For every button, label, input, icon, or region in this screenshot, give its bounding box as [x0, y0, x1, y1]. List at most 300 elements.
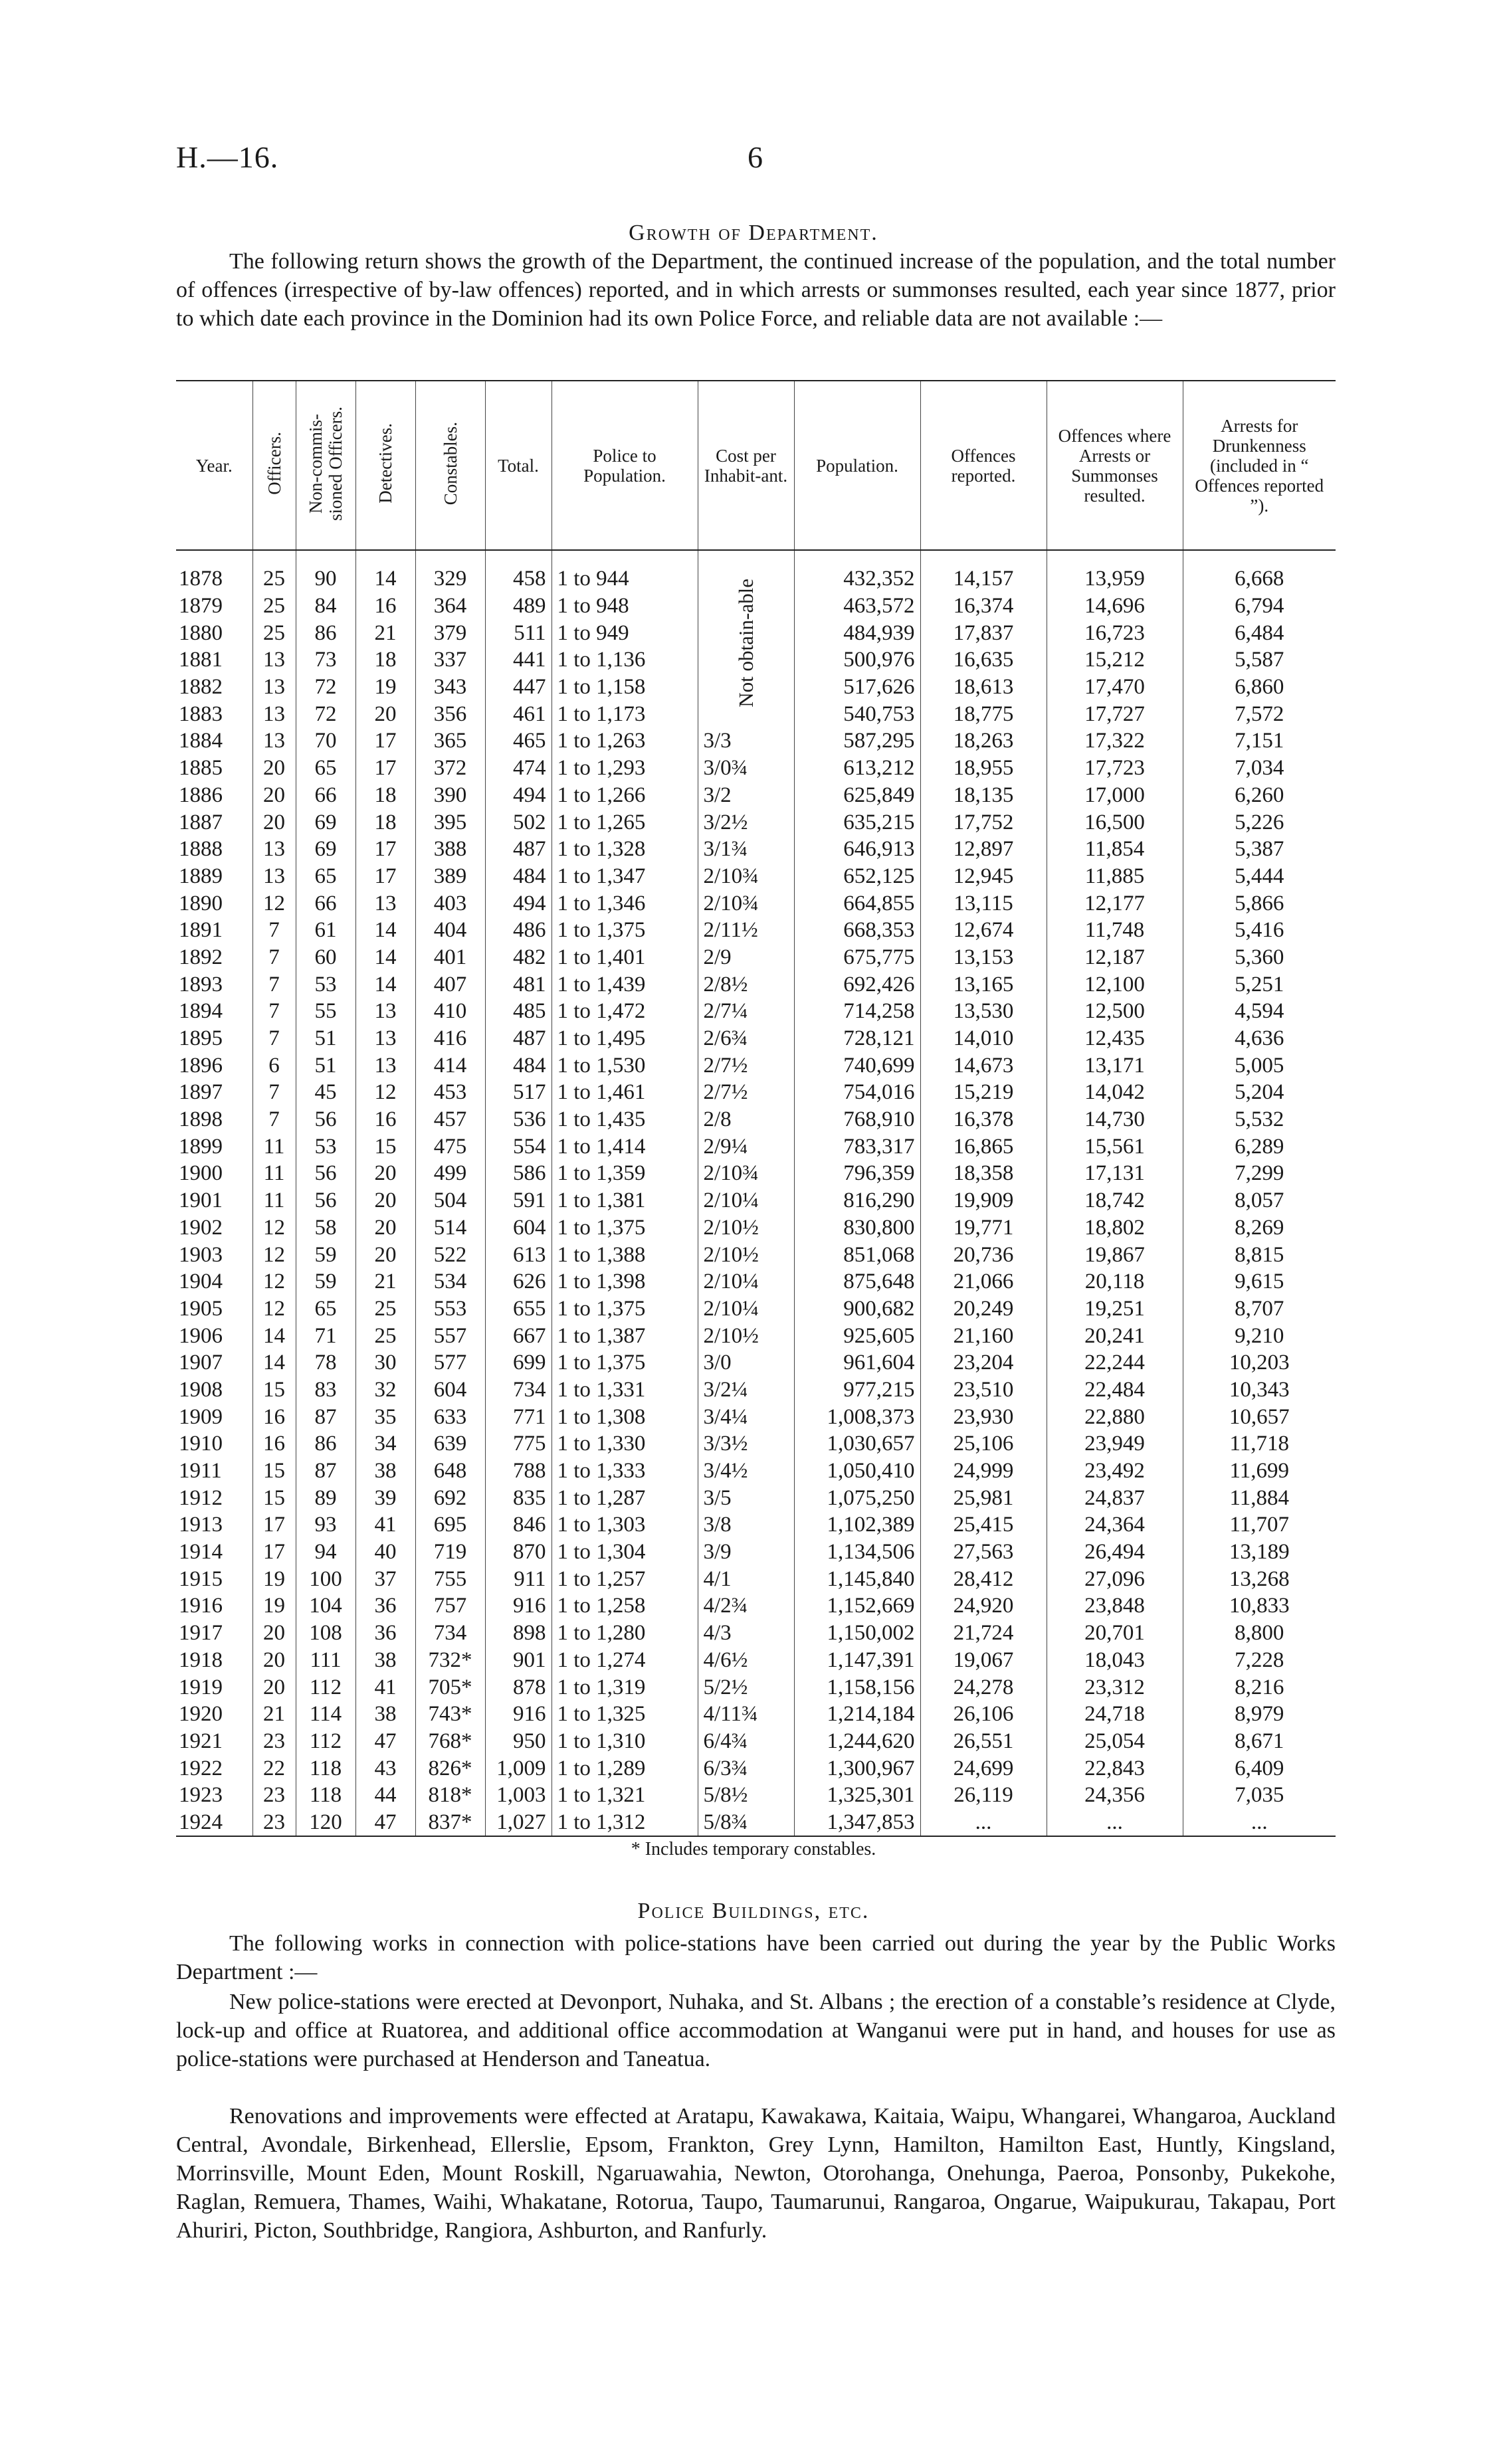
- cell-offences: 18,955: [920, 755, 1047, 782]
- cell-year: 1894: [179, 999, 223, 1024]
- cell-police-to-population: 1 to 1,263: [552, 727, 698, 755]
- cell-nco: 93: [296, 1511, 355, 1539]
- header-offences-reported: Offences reported.: [920, 381, 1047, 550]
- cell-constables: 457: [415, 1106, 485, 1133]
- table-row: [176, 1079, 1336, 1106]
- cell-year: 1897: [179, 1080, 223, 1105]
- cell-year: 1910: [179, 1432, 223, 1456]
- cell-offences: 20,736: [920, 1241, 1047, 1268]
- cell-nco: 112: [296, 1673, 355, 1701]
- cell-offences: 23,930: [920, 1403, 1047, 1430]
- cell-officers: 13: [252, 646, 296, 674]
- cell-year: 1923: [179, 1783, 223, 1808]
- cell-drunkenness: 6,794: [1183, 593, 1336, 620]
- table-row: [176, 1728, 1336, 1755]
- cell-police-to-population: 1 to 1,287: [552, 1484, 698, 1511]
- cell-offences: 16,635: [920, 646, 1047, 674]
- cell-nco: 87: [296, 1403, 355, 1430]
- cell-offences: 17,752: [920, 808, 1047, 836]
- growth-return-table: [176, 380, 1336, 1837]
- cell-year: 1919: [179, 1675, 223, 1699]
- table-row: [176, 890, 1336, 917]
- header-nco-label: Non-commis-sioned Officers.: [306, 406, 346, 521]
- cell-constables: 343: [415, 674, 485, 701]
- table-row: [176, 1620, 1336, 1647]
- cell-constables: 837*: [415, 1809, 485, 1837]
- cell-arrests: 12,177: [1047, 890, 1183, 917]
- cell-arrests: 14,730: [1047, 1106, 1183, 1133]
- cell-year: 1903: [179, 1242, 223, 1267]
- cell-cost: 2/10¼: [698, 1268, 794, 1295]
- cell-nco: 65: [296, 755, 355, 782]
- cell-year: 1907: [179, 1351, 223, 1375]
- cell-total: 878: [485, 1673, 552, 1701]
- cell-nco: 56: [296, 1160, 355, 1187]
- table-row: [176, 1647, 1336, 1674]
- cell-drunkenness: 11,718: [1183, 1430, 1336, 1458]
- cell-year: 1914: [179, 1540, 223, 1564]
- cell-nco: 59: [296, 1241, 355, 1268]
- cell-constables: 401: [415, 944, 485, 971]
- cell-police-to-population: 1 to 1,257: [552, 1565, 698, 1592]
- cell-nco: 86: [296, 619, 355, 646]
- table-row: [176, 1295, 1336, 1323]
- cell-cost: 2/7½: [698, 1079, 794, 1106]
- cell-drunkenness: 8,269: [1183, 1214, 1336, 1242]
- cell-police-to-population: 1 to 1,312: [552, 1809, 698, 1837]
- cell-drunkenness: 8,057: [1183, 1187, 1336, 1214]
- cell-arrests: 16,500: [1047, 808, 1183, 836]
- table-row: [176, 998, 1336, 1025]
- cell-constables: 389: [415, 863, 485, 890]
- cell-drunkenness: 6,668: [1183, 550, 1336, 593]
- cell-arrests: 17,727: [1047, 700, 1183, 727]
- cell-offences: 15,219: [920, 1079, 1047, 1106]
- cell-nco: 66: [296, 890, 355, 917]
- cell-constables: 534: [415, 1268, 485, 1295]
- cell-offences: 14,157: [920, 550, 1047, 593]
- cell-detectives: 14: [355, 917, 415, 944]
- cell-officers: 16: [252, 1430, 296, 1458]
- table-row: [176, 727, 1336, 755]
- cell-population: 830,800: [794, 1214, 920, 1242]
- cell-detectives: 20: [355, 1160, 415, 1187]
- cell-police-to-population: 1 to 1,375: [552, 1295, 698, 1323]
- cell-police-to-population: 1 to 1,439: [552, 971, 698, 998]
- cell-detectives: 18: [355, 646, 415, 674]
- cell-nco: 59: [296, 1268, 355, 1295]
- table-row: [176, 1565, 1336, 1592]
- cell-total: 511: [485, 619, 552, 646]
- cell-population: 613,212: [794, 755, 920, 782]
- table-row: [176, 1673, 1336, 1701]
- cell-population: 961,604: [794, 1349, 920, 1376]
- cell-police-to-population: 1 to 1,331: [552, 1376, 698, 1404]
- cell-nco: 108: [296, 1620, 355, 1647]
- cell-detectives: 15: [355, 1133, 415, 1160]
- cell-arrests: 11,854: [1047, 836, 1183, 863]
- cell-arrests: 12,435: [1047, 1025, 1183, 1052]
- cell-population: 484,939: [794, 619, 920, 646]
- buildings-paragraph-3: Renovations and improvements were effected at Aratapu, Kawakawa, Kaitaia, Waipu, Whangarei, Whangaroa, Auckland Central, Avondale, Birkenhead, Ellerslie, Epsom, Frankton, Grey Lynn, Hamilton, Hamilton East, Huntly, Kingsland, Morrinsville, Mount Eden, Mount Roskill, Ngaruawahia, Newton, Otorohanga, Onehunga, Paeroa, Ponsonby, Pukekohe, Raglan, Remuera, Thames, Waihi, Whakatane, Rotorua, Taupo, Taumarunui, Rangaroa, Ongarue, Waipukurau, Takapau, Port Ahuriri, Picton, Southbridge, Rangiora, Ashburton, and Ranfurly.: [176, 2104, 1336, 2243]
- cell-constables: 553: [415, 1295, 485, 1323]
- cell-nco: 56: [296, 1187, 355, 1214]
- cell-drunkenness: ...: [1183, 1809, 1336, 1837]
- cell-year: 1878: [179, 567, 223, 591]
- cell-detectives: 25: [355, 1322, 415, 1349]
- cell-constables: 329: [415, 550, 485, 593]
- cell-population: 635,215: [794, 808, 920, 836]
- cell-detectives: 37: [355, 1565, 415, 1592]
- cell-detectives: 16: [355, 593, 415, 620]
- cell-offences: 20,249: [920, 1295, 1047, 1323]
- cell-population: 851,068: [794, 1241, 920, 1268]
- cell-constables: 390: [415, 782, 485, 809]
- cell-total: 441: [485, 646, 552, 674]
- cell-constables: 705*: [415, 1673, 485, 1701]
- cell-constables: 743*: [415, 1701, 485, 1728]
- cell-constables: 416: [415, 1025, 485, 1052]
- cell-offences: 21,066: [920, 1268, 1047, 1295]
- cell-cost: 2/7¼: [698, 998, 794, 1025]
- cell-population: 652,125: [794, 863, 920, 890]
- cell-officers: 12: [252, 1268, 296, 1295]
- cell-detectives: 36: [355, 1592, 415, 1620]
- cell-nco: 114: [296, 1701, 355, 1728]
- cell-arrests: 17,470: [1047, 674, 1183, 701]
- cell-total: 604: [485, 1214, 552, 1242]
- cell-police-to-population: 1 to 1,401: [552, 944, 698, 971]
- cell-cost: 2/9: [698, 944, 794, 971]
- cell-nco: 72: [296, 700, 355, 727]
- cell-drunkenness: 5,587: [1183, 646, 1336, 674]
- cell-cost: 3/2½: [698, 808, 794, 836]
- cell-constables: 719: [415, 1539, 485, 1566]
- cell-constables: 757: [415, 1592, 485, 1620]
- header-officers-label: Officers.: [264, 432, 284, 495]
- cell-constables: 365: [415, 727, 485, 755]
- cell-nco: 78: [296, 1349, 355, 1376]
- cell-officers: 23: [252, 1809, 296, 1837]
- cell-detectives: 32: [355, 1376, 415, 1404]
- table-row: [176, 1809, 1336, 1837]
- table-row: [176, 1268, 1336, 1295]
- cell-cost: 4/6½: [698, 1647, 794, 1674]
- cell-arrests: 17,131: [1047, 1160, 1183, 1187]
- cell-drunkenness: 11,699: [1183, 1458, 1336, 1485]
- cell-constables: 407: [415, 971, 485, 998]
- cell-drunkenness: 4,594: [1183, 998, 1336, 1025]
- cell-police-to-population: 1 to 1,265: [552, 808, 698, 836]
- cell-arrests: 22,244: [1047, 1349, 1183, 1376]
- cell-arrests: 13,959: [1047, 550, 1183, 593]
- cell-total: 846: [485, 1511, 552, 1539]
- table-row: [176, 1025, 1336, 1052]
- cell-nco: 69: [296, 836, 355, 863]
- cell-nco: 45: [296, 1079, 355, 1106]
- cell-total: 950: [485, 1728, 552, 1755]
- growth-intro-paragraph: The following return shows the growth of the Department, the continued increase of the population, and the total number of offences (irrespective of by-law offences) reported, and in which arrests or summonses resulted, each year since 1877, prior to which date each province in the Dominion had its own Police Force, and reliable data are not available :—: [176, 249, 1336, 331]
- cell-cost: 2/7½: [698, 1052, 794, 1079]
- cell-officers: 14: [252, 1349, 296, 1376]
- cell-officers: 12: [252, 1295, 296, 1323]
- cell-detectives: 17: [355, 755, 415, 782]
- cell-nco: 90: [296, 550, 355, 593]
- table-row: [176, 808, 1336, 836]
- cell-year: 1900: [179, 1161, 223, 1186]
- cell-cost: 2/8½: [698, 971, 794, 998]
- cell-year: 1904: [179, 1270, 223, 1294]
- cell-population: 1,214,184: [794, 1701, 920, 1728]
- cell-total: 461: [485, 700, 552, 727]
- cell-drunkenness: 10,203: [1183, 1349, 1336, 1376]
- cell-police-to-population: 1 to 1,319: [552, 1673, 698, 1701]
- cell-police-to-population: 1 to 1,359: [552, 1160, 698, 1187]
- cell-total: 1,003: [485, 1782, 552, 1809]
- table-row: [176, 1241, 1336, 1268]
- cell-arrests: 16,723: [1047, 619, 1183, 646]
- cell-detectives: 44: [355, 1782, 415, 1809]
- cell-nco: 111: [296, 1647, 355, 1674]
- cell-arrests: 18,802: [1047, 1214, 1183, 1242]
- cell-constables: 818*: [415, 1782, 485, 1809]
- cell-year: 1880: [179, 620, 223, 645]
- cell-arrests: 20,241: [1047, 1322, 1183, 1349]
- cell-drunkenness: 13,189: [1183, 1539, 1336, 1566]
- cell-nco: 51: [296, 1025, 355, 1052]
- cell-population: 1,008,373: [794, 1403, 920, 1430]
- cell-detectives: 17: [355, 863, 415, 890]
- cell-drunkenness: 7,228: [1183, 1647, 1336, 1674]
- table-row: [176, 1430, 1336, 1458]
- cell-offences: 12,674: [920, 917, 1047, 944]
- cell-year: 1884: [179, 729, 223, 753]
- cell-drunkenness: 5,005: [1183, 1052, 1336, 1079]
- cell-cost: 4/3: [698, 1620, 794, 1647]
- cell-officers: 23: [252, 1782, 296, 1809]
- cell-arrests: 19,251: [1047, 1295, 1183, 1323]
- cell-officers: 7: [252, 917, 296, 944]
- cell-population: 1,150,002: [794, 1620, 920, 1647]
- cell-constables: 475: [415, 1133, 485, 1160]
- cell-drunkenness: 8,671: [1183, 1728, 1336, 1755]
- cell-offences: 18,135: [920, 782, 1047, 809]
- cell-constables: 388: [415, 836, 485, 863]
- cell-year: 1892: [179, 945, 223, 969]
- cell-year: 1885: [179, 756, 223, 781]
- cell-total: 502: [485, 808, 552, 836]
- cell-police-to-population: 1 to 1,293: [552, 755, 698, 782]
- cell-arrests: 23,848: [1047, 1592, 1183, 1620]
- table-row: [176, 1133, 1336, 1160]
- cell-officers: 19: [252, 1592, 296, 1620]
- cell-constables: 577: [415, 1349, 485, 1376]
- header-detectives: [355, 381, 415, 550]
- cell-police-to-population: 1 to 1,173: [552, 700, 698, 727]
- cell-arrests: 23,949: [1047, 1430, 1183, 1458]
- cell-population: 1,147,391: [794, 1647, 920, 1674]
- cell-offences: 27,563: [920, 1539, 1047, 1566]
- cell-detectives: 14: [355, 550, 415, 593]
- cell-arrests: 17,723: [1047, 755, 1183, 782]
- cell-detectives: 17: [355, 836, 415, 863]
- cell-drunkenness: 6,260: [1183, 782, 1336, 809]
- cell-detectives: 38: [355, 1647, 415, 1674]
- cell-cost: 3/3: [698, 727, 794, 755]
- table-row: [176, 782, 1336, 809]
- cell-total: 835: [485, 1484, 552, 1511]
- cell-constables: 734: [415, 1620, 485, 1647]
- cell-cost: 2/10½: [698, 1241, 794, 1268]
- cell-year: 1890: [179, 891, 223, 915]
- cell-total: 898: [485, 1620, 552, 1647]
- header-year: Year.: [176, 381, 252, 550]
- cell-police-to-population: 1 to 1,347: [552, 863, 698, 890]
- cell-total: 1,027: [485, 1809, 552, 1837]
- cell-offences: 19,909: [920, 1187, 1047, 1214]
- cell-drunkenness: 5,226: [1183, 808, 1336, 836]
- cell-population: 1,075,250: [794, 1484, 920, 1511]
- cell-year: 1898: [179, 1107, 223, 1132]
- cell-detectives: 13: [355, 1025, 415, 1052]
- cell-cost: 5/8½: [698, 1782, 794, 1809]
- cell-year: 1899: [179, 1134, 223, 1159]
- cell-nco: 72: [296, 674, 355, 701]
- cell-arrests: 22,843: [1047, 1754, 1183, 1782]
- cell-officers: 20: [252, 782, 296, 809]
- cell-cost: 3/2: [698, 782, 794, 809]
- cell-year: 1887: [179, 810, 223, 834]
- cell-population: 796,359: [794, 1160, 920, 1187]
- cell-officers: 21: [252, 1701, 296, 1728]
- cell-population: 1,152,669: [794, 1592, 920, 1620]
- cell-police-to-population: 1 to 1,381: [552, 1187, 698, 1214]
- cell-detectives: 13: [355, 890, 415, 917]
- cell-cost: 3/4½: [698, 1458, 794, 1485]
- header-population: Population.: [794, 381, 920, 550]
- cell-drunkenness: 8,979: [1183, 1701, 1336, 1728]
- cell-drunkenness: 5,251: [1183, 971, 1336, 998]
- cell-offences: ...: [920, 1809, 1047, 1837]
- cell-cost: 3/3½: [698, 1430, 794, 1458]
- cell-arrests: 18,742: [1047, 1187, 1183, 1214]
- cell-arrests: 19,867: [1047, 1241, 1183, 1268]
- table-row: [176, 1539, 1336, 1566]
- cell-total: 626: [485, 1268, 552, 1295]
- cell-constables: 364: [415, 593, 485, 620]
- cell-population: 587,295: [794, 727, 920, 755]
- cell-constables: 410: [415, 998, 485, 1025]
- cell-detectives: 34: [355, 1430, 415, 1458]
- cell-officers: 12: [252, 890, 296, 917]
- cell-detectives: 25: [355, 1295, 415, 1323]
- cell-total: 474: [485, 755, 552, 782]
- cell-arrests: 23,312: [1047, 1673, 1183, 1701]
- cell-detectives: 30: [355, 1349, 415, 1376]
- cell-offences: 13,153: [920, 944, 1047, 971]
- cell-detectives: 21: [355, 1268, 415, 1295]
- cell-police-to-population: 1 to 1,289: [552, 1754, 698, 1782]
- cell-officers: 22: [252, 1754, 296, 1782]
- cell-offences: 12,945: [920, 863, 1047, 890]
- cell-total: 699: [485, 1349, 552, 1376]
- cell-population: 1,134,506: [794, 1539, 920, 1566]
- cell-arrests: 24,837: [1047, 1484, 1183, 1511]
- cell-total: 517: [485, 1079, 552, 1106]
- cell-drunkenness: 10,343: [1183, 1376, 1336, 1404]
- cell-officers: 20: [252, 1647, 296, 1674]
- cell-year: 1888: [179, 837, 223, 862]
- cell-offences: 26,119: [920, 1782, 1047, 1809]
- cell-total: 1,009: [485, 1754, 552, 1782]
- table-row: [176, 1782, 1336, 1809]
- cell-population: 875,648: [794, 1268, 920, 1295]
- cell-year: 1895: [179, 1026, 223, 1051]
- table-row: [176, 1484, 1336, 1511]
- cell-drunkenness: 6,409: [1183, 1754, 1336, 1782]
- cell-year: 1879: [179, 594, 223, 618]
- cell-constables: 692: [415, 1484, 485, 1511]
- cell-offences: 16,865: [920, 1133, 1047, 1160]
- cell-total: 667: [485, 1322, 552, 1349]
- cell-police-to-population: 1 to 1,435: [552, 1106, 698, 1133]
- cell-constables: 372: [415, 755, 485, 782]
- cell-arrests: 24,356: [1047, 1782, 1183, 1809]
- table-row: [176, 1187, 1336, 1214]
- cell-drunkenness: 9,210: [1183, 1322, 1336, 1349]
- cell-total: 916: [485, 1592, 552, 1620]
- cell-drunkenness: 5,360: [1183, 944, 1336, 971]
- table-body: [176, 550, 1336, 1836]
- cell-officers: 13: [252, 674, 296, 701]
- cell-detectives: 16: [355, 1106, 415, 1133]
- cell-police-to-population: 1 to 1,375: [552, 1214, 698, 1242]
- cell-detectives: 21: [355, 619, 415, 646]
- cell-year: 1924: [176, 1809, 252, 1837]
- cell-offences: 14,010: [920, 1025, 1047, 1052]
- cell-drunkenness: 7,151: [1183, 727, 1336, 755]
- cell-cost: 2/10¾: [698, 890, 794, 917]
- cell-year: 1901: [179, 1188, 223, 1213]
- cell-year: 1920: [179, 1702, 223, 1727]
- cell-population: 625,849: [794, 782, 920, 809]
- cell-cost: 3/5: [698, 1484, 794, 1511]
- cell-police-to-population: 1 to 1,274: [552, 1647, 698, 1674]
- cell-police-to-population: 1 to 1,472: [552, 998, 698, 1025]
- cell-drunkenness: 5,416: [1183, 917, 1336, 944]
- cell-cost: 3/9: [698, 1539, 794, 1566]
- cell-officers: 13: [252, 700, 296, 727]
- cell-cost: 3/0¾: [698, 755, 794, 782]
- cell-officers: 25: [252, 593, 296, 620]
- cell-cost: 3/4¼: [698, 1403, 794, 1430]
- cell-year: 1913: [179, 1513, 223, 1537]
- cell-constables: 648: [415, 1458, 485, 1485]
- cell-nco: 53: [296, 1133, 355, 1160]
- cell-offences: 25,106: [920, 1430, 1047, 1458]
- cell-drunkenness: 8,815: [1183, 1241, 1336, 1268]
- cell-police-to-population: 1 to 1,495: [552, 1025, 698, 1052]
- header-drunkenness: Arrests for Drunkenness (included in “ Offences reported ”).: [1183, 381, 1336, 550]
- cell-drunkenness: 11,884: [1183, 1484, 1336, 1511]
- cell-officers: 20: [252, 1673, 296, 1701]
- page-number: 6: [748, 140, 763, 174]
- cell-drunkenness: 6,289: [1183, 1133, 1336, 1160]
- cell-total: 788: [485, 1458, 552, 1485]
- cell-police-to-population: 1 to 1,346: [552, 890, 698, 917]
- cell-nco: 84: [296, 593, 355, 620]
- cell-arrests: 24,364: [1047, 1511, 1183, 1539]
